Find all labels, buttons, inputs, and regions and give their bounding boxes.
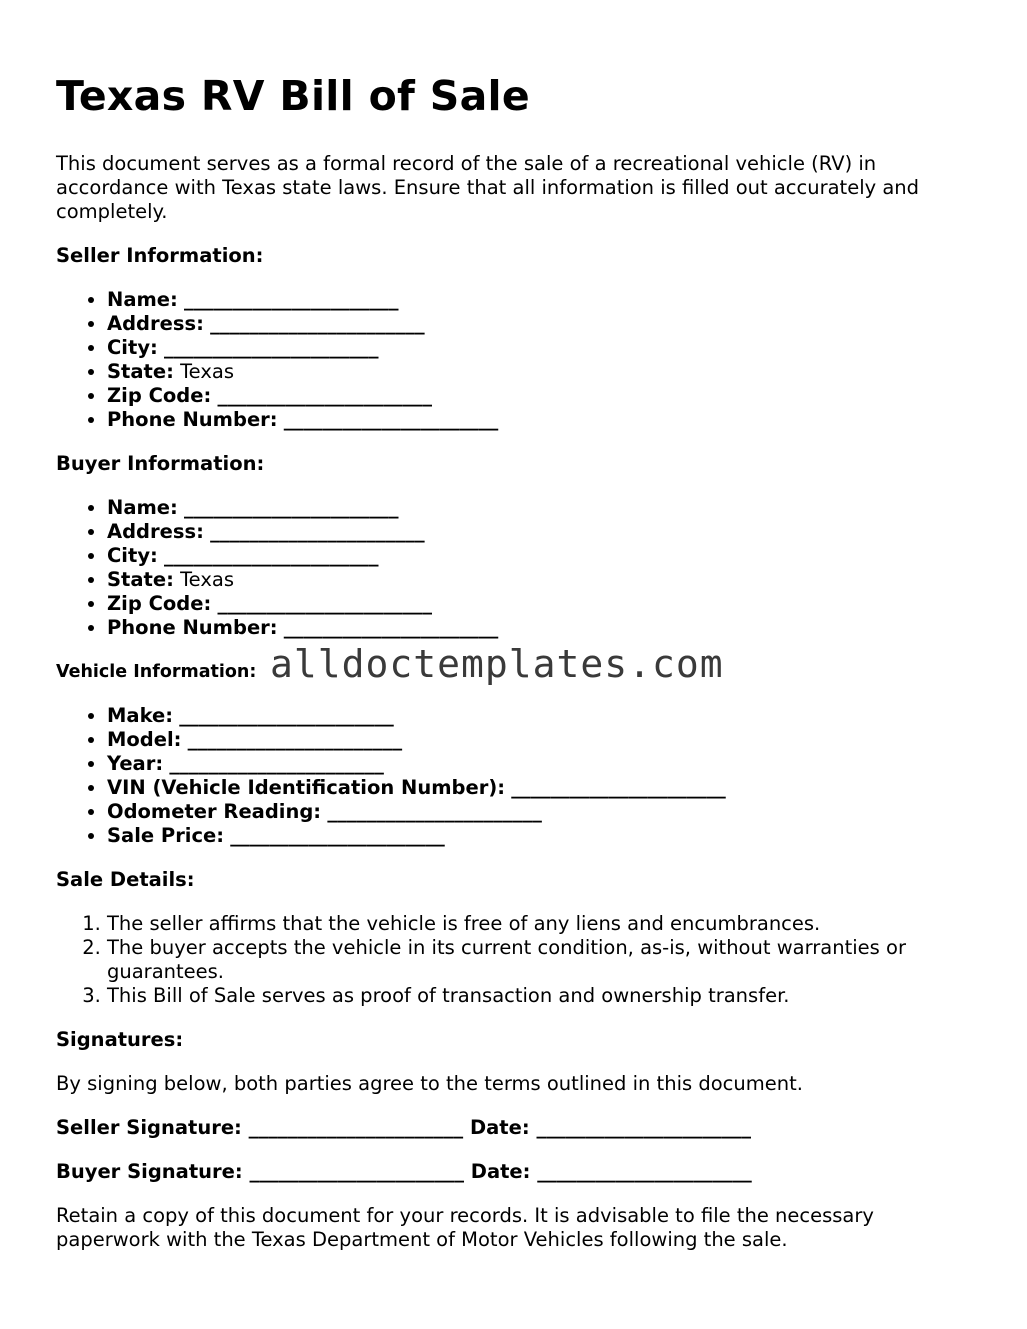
list-item: [107, 800, 956, 824]
seller-heading: Seller Information:: [56, 244, 264, 267]
list-item: [107, 824, 956, 848]
field-label: State:: [107, 568, 174, 591]
field-blank: ______________________: [230, 824, 445, 847]
sale-details-heading: Sale Details:: [56, 868, 195, 891]
field-label: Sale Price:: [107, 824, 225, 847]
field-blank: ______________________: [283, 408, 499, 431]
field-blank: ______________________: [164, 544, 379, 567]
field-blank: ______________________: [184, 496, 399, 519]
list-item: [107, 408, 956, 432]
field-label: Odometer Reading:: [107, 800, 322, 823]
field-blank: ______________________: [169, 752, 384, 775]
field-label: Model:: [107, 728, 182, 751]
field-blank: ______________________: [283, 616, 499, 639]
field-blank: ______________________: [179, 704, 394, 727]
field-label: Address:: [107, 520, 204, 543]
field-label: Year:: [107, 752, 164, 775]
list-item: [107, 728, 956, 752]
seller-signature-line: [56, 1116, 956, 1140]
field-value: Texas: [180, 360, 234, 383]
field-blank: ______________________: [511, 776, 726, 799]
buyer-list: [56, 496, 956, 640]
list-item: [107, 288, 956, 312]
vehicle-list: [56, 704, 956, 848]
seller-signature-label: Seller Signature:: [56, 1116, 242, 1139]
field-label: Address:: [107, 312, 204, 335]
field-blank: ______________________: [217, 592, 432, 615]
list-item: [107, 496, 956, 520]
field-label: Zip Code:: [107, 592, 212, 615]
field-label: City:: [107, 544, 158, 567]
list-item: [107, 752, 956, 776]
intro-paragraph: This document serves as a formal record of the sale of a recreational vehicle (RV) in accordance with Texas state laws. Ensure that all information is filled out accurately and completely.: [56, 152, 920, 223]
list-item: [107, 520, 956, 544]
list-item: [107, 776, 956, 800]
field-label: Name:: [107, 496, 178, 519]
watermark-text: alldoctemplates.com: [270, 642, 724, 686]
signatures-text: By signing below, both parties agree to the terms outlined in this document.: [56, 1072, 803, 1095]
field-blank: ______________________: [210, 312, 425, 335]
signatures-heading: Signatures:: [56, 1028, 184, 1051]
buyer-signature-line: [56, 1160, 956, 1184]
list-item: [107, 592, 956, 616]
footer-paragraph: Retain a copy of this document for your records. It is advisable to file the necessary paperwork with the Texas Department of Motor Vehicles following the sale.: [56, 1204, 874, 1251]
list-item: [107, 336, 956, 360]
field-blank: ______________________: [164, 336, 379, 359]
field-label: City:: [107, 336, 158, 359]
field-label: State:: [107, 360, 174, 383]
buyer-signature-label: Buyer Signature:: [56, 1160, 243, 1183]
vehicle-heading: Vehicle Information:: [56, 662, 257, 682]
list-item: [107, 312, 956, 336]
field-label: VIN (Vehicle Identification Number):: [107, 776, 506, 799]
field-label: Name:: [107, 288, 178, 311]
list-item: [107, 568, 956, 592]
buyer-signature-blank: ______________________: [249, 1160, 464, 1183]
field-label: Make:: [107, 704, 174, 727]
field-blank: ______________________: [184, 288, 399, 311]
seller-date-blank: ______________________: [536, 1116, 751, 1139]
list-item: [107, 544, 956, 568]
buyer-date-label: Date:: [470, 1160, 531, 1183]
field-value: Texas: [180, 568, 234, 591]
list-item: [107, 704, 956, 728]
list-item: [107, 384, 956, 408]
list-item: 2. The buyer accepts the vehicle in its current condition, as-is, without warranties or guarantees.: [107, 936, 956, 984]
field-blank: ______________________: [327, 800, 542, 823]
list-item: [107, 360, 956, 384]
buyer-date-blank: ______________________: [537, 1160, 752, 1183]
seller-signature-blank: ______________________: [248, 1116, 464, 1139]
sale-details-list: [56, 912, 956, 1008]
field-blank: ______________________: [187, 728, 403, 751]
field-blank: ______________________: [217, 384, 432, 407]
list-item: 3. This Bill of Sale serves as proof of transaction and ownership transfer.: [107, 984, 956, 1008]
field-blank: ______________________: [210, 520, 425, 543]
list-item: 1. The seller affirms that the vehicle is free of any liens and encumbrances.: [107, 912, 956, 936]
field-label: Zip Code:: [107, 384, 212, 407]
seller-list: [56, 288, 956, 432]
list-item: [107, 616, 956, 640]
seller-date-label: Date:: [469, 1116, 530, 1139]
document-title: Texas RV Bill of Sale: [56, 72, 531, 120]
buyer-heading: Buyer Information:: [56, 452, 265, 475]
field-label: Phone Number:: [107, 408, 278, 431]
field-label: Phone Number:: [107, 616, 278, 639]
